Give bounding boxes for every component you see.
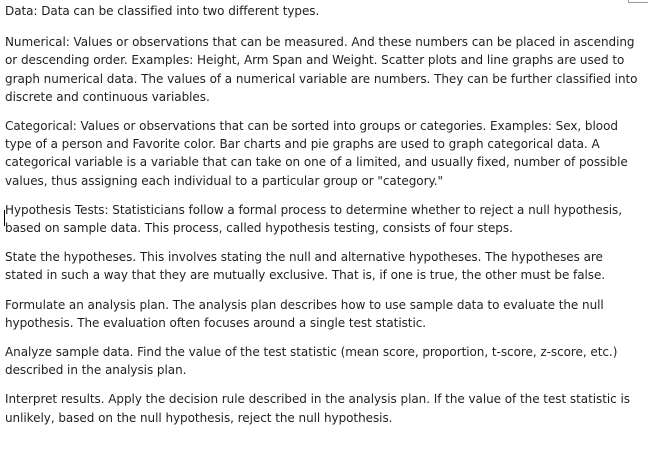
paragraph-analysis-plan: Formulate an analysis plan. The analysis plan describes how to use sample data to evaluate the null hypothesis. The evaluation often focuses around a single test statistic. [5, 297, 604, 330]
paragraph-state-hypotheses: State the hypotheses. This involves stating the null and alternative hypotheses. The hypotheses are stated in such a way that they are mutually exclusive. That is, if one is true, the other must be false. [5, 250, 606, 283]
paragraph-analyze-sample: Analyze sample data. Find the value of the test statistic (mean score, proportion, t-score, z-score, etc.) described in the analysis plan. [5, 345, 618, 378]
paragraph-hypothesis-tests: Hypothesis Tests: Statisticians follow a formal process to determine whether to reject a null hypothesis, based on sample data. This process, called hypothesis testing, consists of four steps. [5, 202, 623, 236]
page-corner-mark [628, 0, 648, 3]
text-cursor [4, 210, 5, 226]
paragraph-categorical: Categorical: Values or observations that can be sorted into groups or categories. Examples: Sex, blood type of a person and Favorite color. Bar charts and pie graphs are used to graph categorical data. A categorical variable is a variable that can take on one of a limited, and usually fixed, number of possible values, thus assigning each individual to a particular group or "category." [5, 119, 628, 188]
paragraph-data-types: Data: Data can be classified into two different types. [5, 4, 320, 18]
paragraph-numerical: Numerical: Values or observations that can be measured. And these numbers can be placed in ascending or descending order. Examples: Height, Arm Span and Weight. Scatter plots and line graphs are used to graph numerical data. The values of a numerical variable are numbers. They can be further classified into discrete and continuous variables. [5, 35, 638, 104]
paragraph-interpret-results: Interpret results. Apply the decision rule described in the analysis plan. If the value of the test statistic is unlikely, based on the null hypothesis, reject the null hypothesis. [5, 392, 630, 425]
